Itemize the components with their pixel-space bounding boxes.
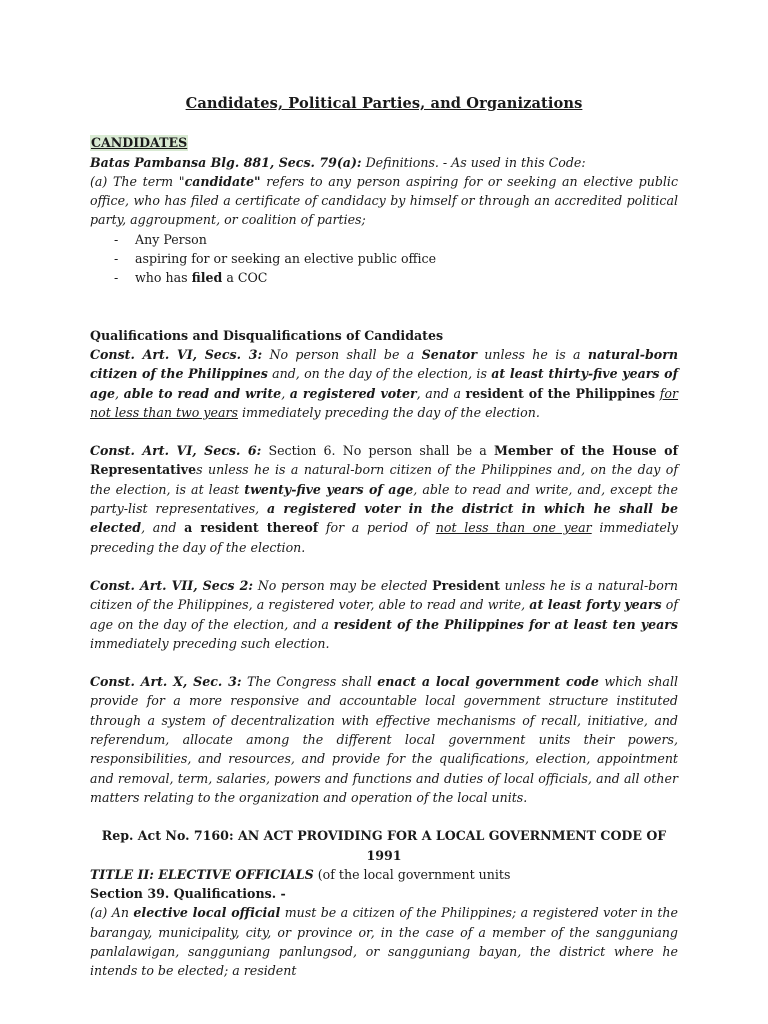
text-run: unless he is a natural-born citizen of the Philippines, a registered voter, able to read and write, [90, 577, 678, 613]
text-run: The Congress shall [241, 674, 378, 690]
text-run: Section 6. No person shall be a [261, 443, 494, 459]
citation: Const. Art. VI, Secs. 3: [90, 346, 263, 362]
ra7160-title-ii [90, 865, 678, 884]
bold-run: natural-born citizen of the Philippines [90, 346, 678, 382]
text-run: unless he is a [476, 346, 588, 362]
bold-run: Senator [421, 346, 477, 362]
citation: Const. Art. VII, Secs 2: [90, 577, 254, 593]
art7-sec2-paragraph [90, 576, 678, 653]
highlighted-heading: CANDIDATES [91, 135, 188, 151]
ra7160-section-39 [90, 884, 678, 903]
candidates-heading [90, 133, 678, 152]
qualifications-heading [90, 326, 678, 345]
candidate-term: candidate" [184, 173, 261, 189]
citation: Const. Art. X, Sec. 3: [90, 674, 242, 690]
text-run: No person shall be a [262, 346, 422, 362]
citation: Const. Art. VI, Secs. 6: [90, 443, 262, 459]
text-run: (of the local government units [313, 866, 511, 882]
text-run: for a period of [318, 520, 436, 536]
text-run: who has [135, 270, 192, 286]
spacer [90, 422, 678, 441]
ra7160-section [90, 826, 678, 980]
text-run: , [114, 385, 124, 401]
spacer [90, 288, 678, 326]
heading-text: Qualifications and Disqualifications of Candidates [90, 327, 444, 343]
underlined-run: not less than one year [435, 520, 592, 536]
bold-run: resident of the Philippines for at least ten years [333, 616, 678, 632]
text-run: s unless he is a natural-born citizen of the Philippines and, on the day of the election, is at least [90, 462, 678, 497]
list-item [114, 268, 678, 287]
text-run: must be a citizen of the Philippines; a registered voter in the barangay, municipality, city, or province or, in the case of a member of the sangguniang panlalawigan, sangguniang panlungsod, or sangguniang bayan, the district where he intends to be elected; a resident [90, 905, 678, 979]
text-run: of age on the day of the election, and a [90, 597, 678, 632]
text-run: , and a [416, 385, 466, 401]
bold-run: a registered voter [289, 385, 417, 401]
bp881-definition-line [90, 153, 678, 172]
text-run: No person may be elected [253, 577, 433, 593]
bold-run: filed [191, 270, 223, 286]
art6-sec3-paragraph [90, 345, 678, 422]
bold-run: TITLE II: ELECTIVE OFFICIALS [90, 866, 314, 882]
bp881-intro: Definitions. - As used in this Code: [361, 154, 586, 170]
text-run: (a) An [90, 905, 134, 921]
text-run: , able to read and write, and, except the party-list representatives, [90, 481, 678, 517]
bold-run: at least forty years [529, 597, 662, 613]
text-run: immediately preceding the day of the election. [90, 520, 678, 555]
bp881-candidate-definition [90, 172, 678, 230]
spacer [90, 557, 678, 576]
text-run: (a) The term " [90, 173, 185, 189]
underlined-run: for not less than two years [90, 385, 678, 420]
text-run: , and [141, 520, 185, 536]
candidate-elements-list [90, 230, 678, 288]
bp881-citation: Batas Pambansa Blg. 881, Secs. 79(a): [90, 154, 362, 170]
bold-run: Member of the House of Representative [90, 443, 678, 478]
text-run: a COC [222, 270, 268, 286]
bold-run: a resident thereof [184, 520, 319, 536]
bold-run: resident of the Philippines [465, 385, 656, 401]
section-heading: Section 39. Qualifications. - [90, 886, 286, 902]
art10-sec3-paragraph [90, 672, 678, 807]
text-run: and, on the day of the election, is [267, 366, 492, 382]
text-run: which shall provide for a more responsive and accountable local government structure instituted through a system of decentralization with effective mechanisms of recall, initiative, and referendum, allocate among the different local government units their powers, responsibilities, and resources, and provide for the qualifications, election, appointment and removal, term, salaries, powers and functions and duties of local officials, and all other matters relating to the organization and operation of the local units. [90, 674, 678, 805]
bold-run: twenty-five years of age [244, 481, 414, 497]
bold-run: elective local official [133, 905, 281, 921]
art6-sec6-paragraph [90, 441, 678, 557]
bold-run: at least thirty-five years of age [90, 366, 678, 401]
text-run: , [281, 385, 290, 401]
text-run: immediately preceding such election. [90, 635, 330, 651]
ra7160-title: Rep. Act No. 7160: AN ACT PROVIDING FOR A LOCAL GOVERNMENT CODE OF 1991 [101, 828, 667, 863]
bold-run: a registered voter in the district in which he shall be elected [90, 501, 678, 536]
spacer [90, 653, 678, 672]
text-run: immediately preceding the day of the election. [237, 404, 540, 420]
document-title: Candidates, Political Parties, and Organizations [185, 95, 583, 112]
bold-run: President [432, 577, 500, 593]
ra7160-section-39a [90, 903, 678, 980]
list-item: - aspiring for or seeking an elective public office [114, 249, 678, 268]
bold-run: enact a local government code [377, 674, 599, 690]
bold-run: able to read and write [123, 385, 282, 401]
text-run: refers to any person aspiring for or seeking an elective public office, who has filed a certificate of candidacy by himself or through an accredited political party, aggroupment, or coalition of parties; [90, 173, 678, 228]
list-item: - Any Person [114, 230, 678, 249]
